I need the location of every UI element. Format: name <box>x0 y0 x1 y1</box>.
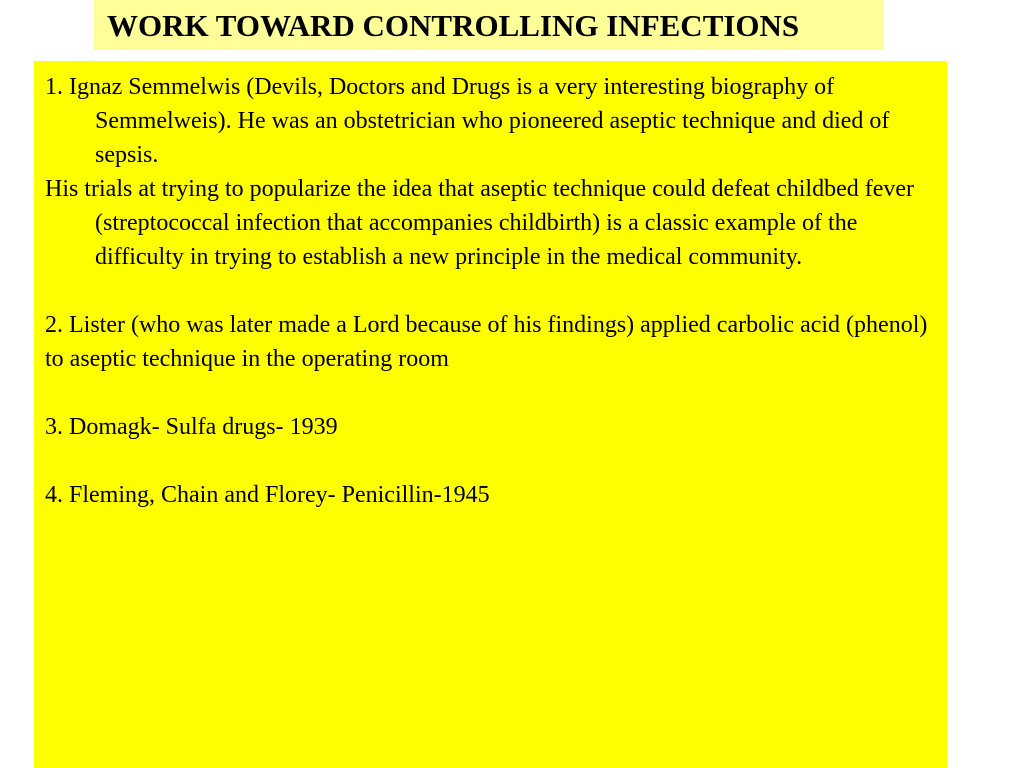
item-lister: 2. Lister (who was later made a Lord because of his findings) applied carbolic acid (phenol) to aseptic technique in the operating room <box>45 312 928 372</box>
spacer <box>45 274 941 308</box>
item-fleming: 4. Fleming, Chain and Florey- Penicillin-1945 <box>45 482 490 508</box>
title-box <box>94 0 883 50</box>
spacer <box>45 376 941 410</box>
content-box <box>34 61 947 768</box>
item-semmelweis: 1. Ignaz Semmelwis (Devils, Doctors and Drugs is a very interesting biography of Semmelweis). He was an obstetrician who pioneered aseptic technique and died of sepsis. <box>45 74 890 168</box>
item-domagk: 3. Domagk- Sulfa drugs- 1939 <box>45 414 338 440</box>
spacer <box>45 444 941 478</box>
item-semmelweis-trials: His trials at trying to popularize the idea that aseptic technique could defeat childbed fever (streptococcal infection that accompanies childbirth) is a classic example of the difficulty in trying to establish a new principle in the medical community. <box>45 176 915 270</box>
slide-title: WORK TOWARD CONTROLLING INFECTIONS <box>107 8 800 43</box>
